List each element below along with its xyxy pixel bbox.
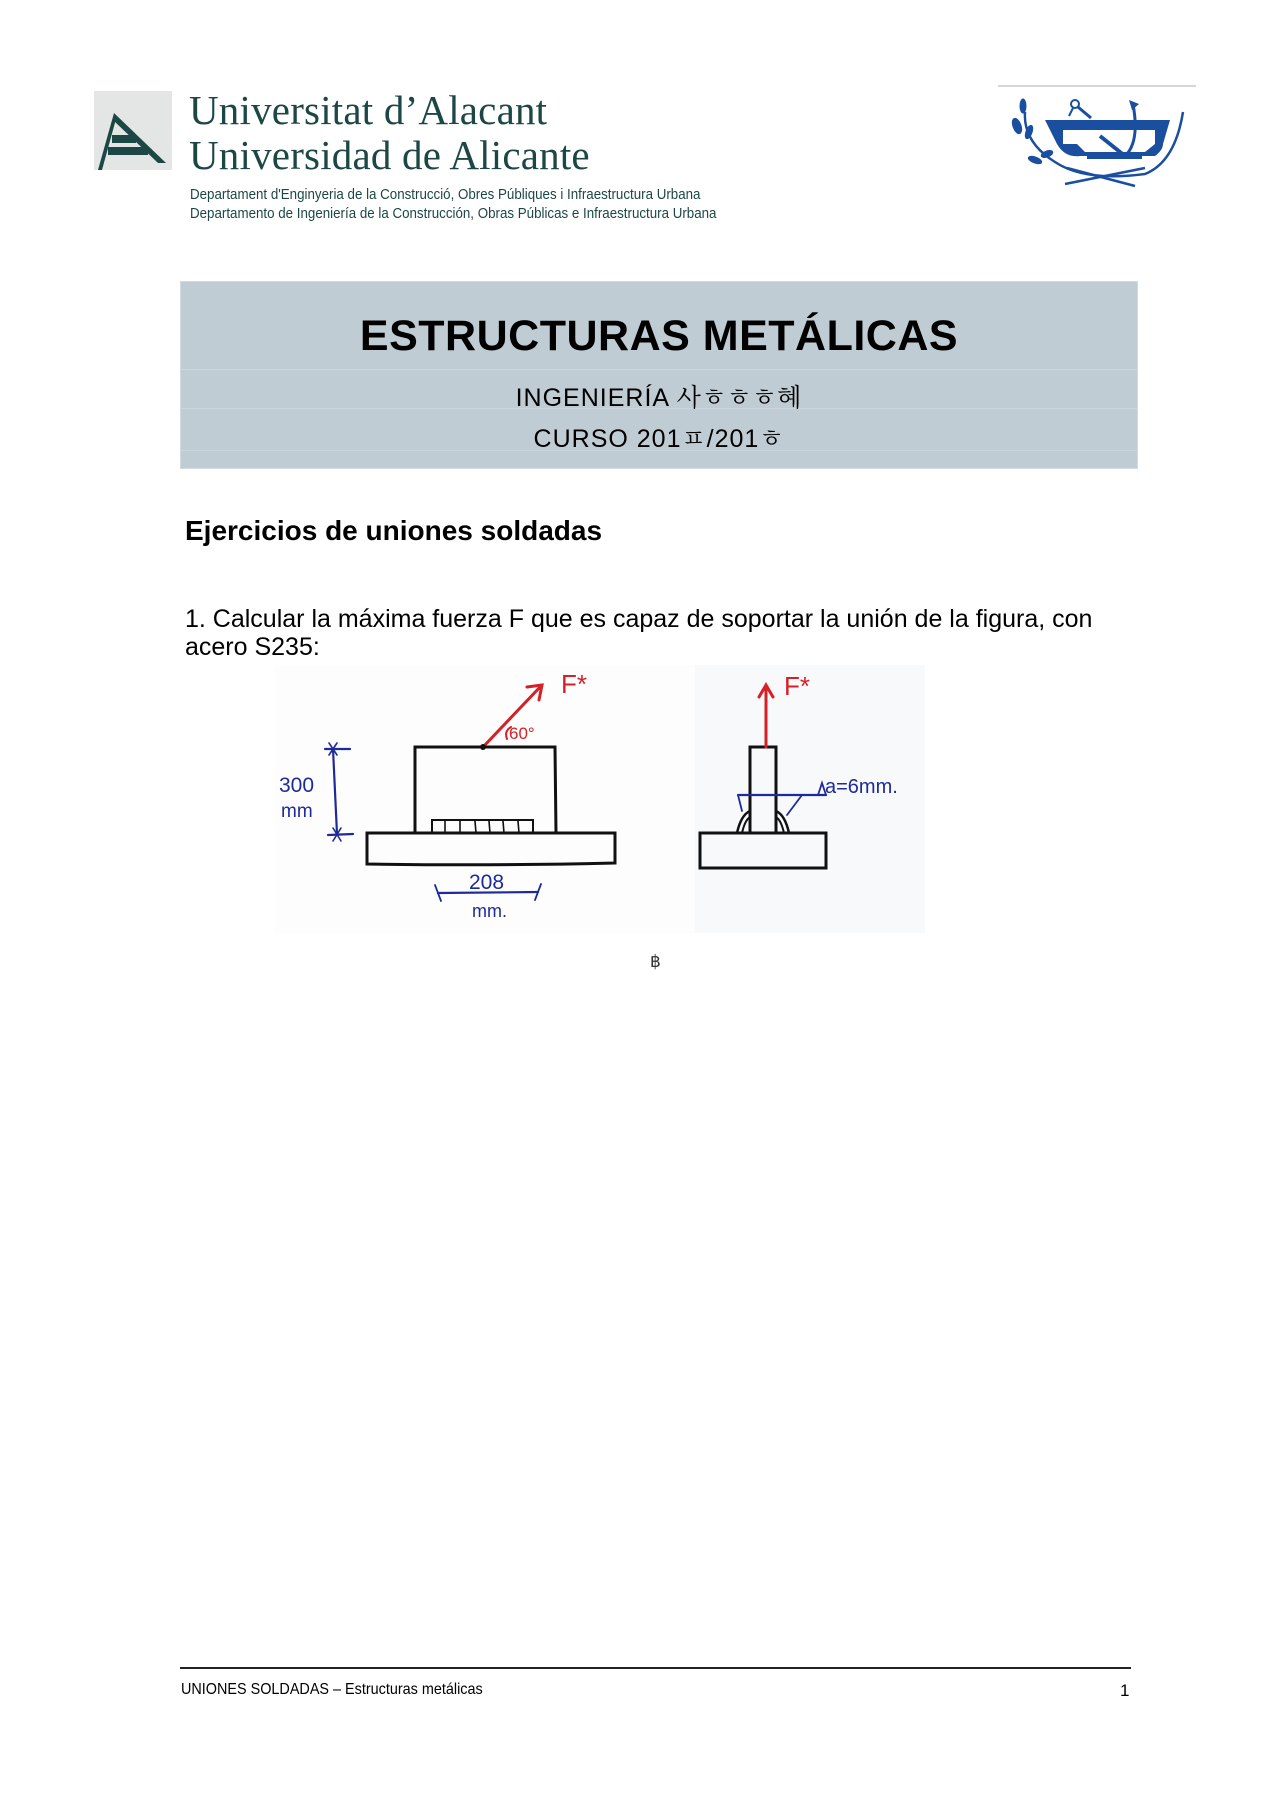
university-name-spanish: Universidad de Alicante (189, 132, 590, 178)
university-triangle-icon (94, 91, 172, 170)
stray-glyph: ฿ (650, 952, 661, 972)
angle-label: 60° (509, 724, 535, 743)
civil-engineering-emblem-icon (1005, 92, 1190, 190)
weld-length-unit: mm. (472, 901, 507, 921)
height-dimension-value: 300 (279, 774, 315, 797)
course-year-subtitle: CURSO 201ㅍ/201ㅎ (533, 425, 785, 453)
course-title-banner (180, 281, 1138, 469)
height-dimension-unit: mm (281, 801, 313, 822)
university-logo (94, 91, 172, 170)
footer-rule (180, 1667, 1131, 1669)
exercise-1-statement: 1. Calcular la máxima fuerza F que es capaz de soportar la unión de la figura, con acero S235: (185, 605, 1093, 661)
welded-joint-figure (275, 665, 925, 933)
left-force-label: F* (561, 669, 587, 699)
engineering-school-logo (1005, 92, 1190, 190)
footer-title: UNIONES SOLDADAS – Estructuras metálicas (181, 1681, 483, 1698)
department-name-spanish: Departamento de Ingeniería de la Construcción, Obras Públicas e Infraestructura Urbana (190, 206, 717, 222)
throat-thickness-label: a=6mm. (825, 776, 898, 798)
course-title: ESTRUCTURAS METÁLICAS (359, 312, 959, 360)
banner-divider (181, 369, 1137, 370)
logo-separator (998, 85, 1196, 87)
weld-length-value: 208 (469, 871, 505, 894)
department-name-valencian: Departament d'Enginyeria de la Construcció, Obres Públiques i Infraestructura Urbana (190, 187, 701, 203)
page-number: 1 (1120, 1681, 1130, 1700)
right-force-label: F* (784, 671, 810, 701)
section-title: Ejercicios de uniones soldadas (185, 515, 603, 546)
degree-subtitle: INGENIERÍA 사ㅎㅎㅎ혜 (515, 384, 803, 412)
university-name-valencian: Universitat d’Alacant (189, 87, 548, 133)
weld-sketch (275, 665, 925, 933)
